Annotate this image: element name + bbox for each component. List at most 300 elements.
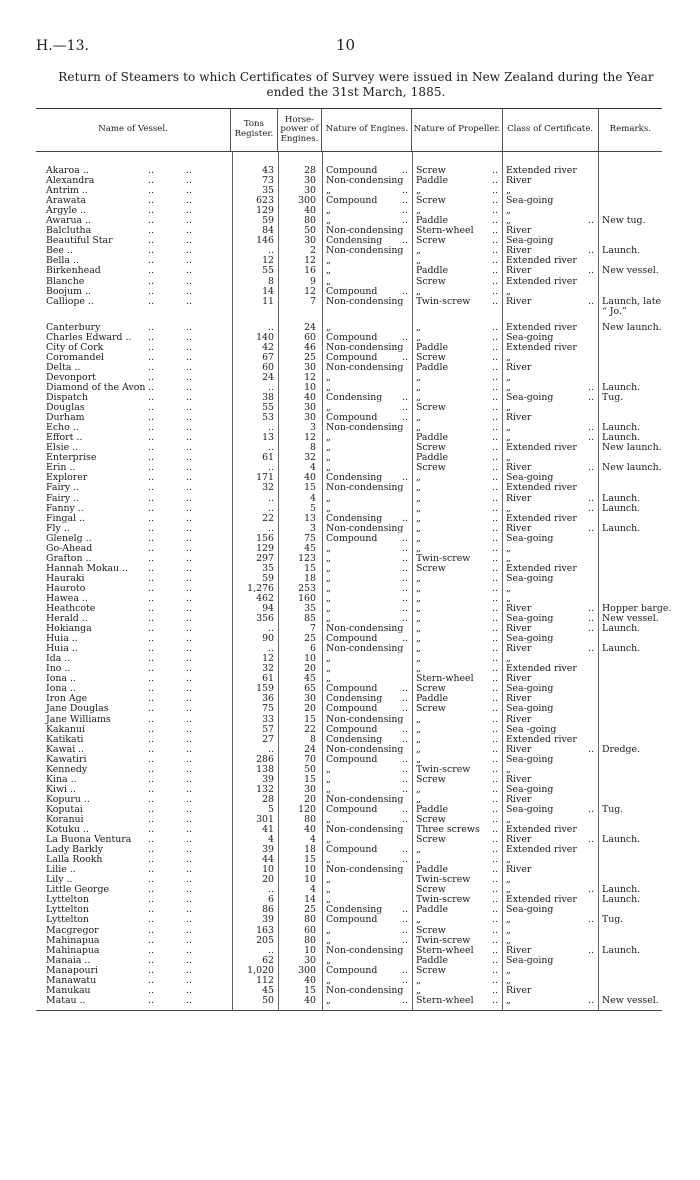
propeller-nature-value: „	[416, 331, 421, 343]
propeller-nature-value: Screw	[416, 703, 446, 715]
leader-dots: ..	[148, 653, 154, 665]
remarks-cell	[598, 644, 662, 654]
leader-dots: ..	[148, 225, 154, 237]
tons-register-value: 90	[262, 633, 274, 645]
engine-nature-cell	[322, 966, 412, 976]
certificate-class-value: River	[506, 793, 532, 805]
propeller-nature-value: „	[416, 613, 421, 625]
engine-nature-value: „	[326, 994, 331, 1006]
leader-dots: ..	[492, 643, 498, 655]
engine-nature-value: „	[326, 502, 331, 514]
leader-dots: ..	[186, 235, 192, 247]
certificate-class-value: Sea-going	[506, 235, 554, 247]
remarks-cell	[598, 976, 662, 986]
engine-nature-value: Non-condensing	[326, 944, 404, 956]
vessel-name: Boojum ..	[46, 285, 91, 297]
engine-nature-value: „	[326, 215, 331, 227]
propeller-nature-value: Screw	[416, 275, 446, 287]
horsepower-value: 28	[304, 165, 316, 176]
vessel-name: Mahinapua	[46, 934, 100, 946]
tons-register-value: 35	[262, 185, 274, 197]
leader-dots: ..	[492, 673, 498, 685]
certificate-class-value: „	[506, 502, 511, 514]
tons-register-value: ..	[268, 422, 274, 434]
horsepower-value: 20	[304, 663, 316, 675]
vessel-name: Argyle ..	[46, 205, 87, 217]
leader-dots: ..	[492, 492, 498, 504]
horsepower-value: 16	[304, 265, 316, 277]
propeller-nature-cell	[412, 735, 502, 745]
vessel-name: Matau ..	[46, 994, 86, 1006]
leader-dots: ..	[402, 572, 408, 584]
engine-nature-cell	[322, 196, 412, 206]
horsepower-value: 4	[310, 492, 316, 504]
leader-dots: ..	[402, 803, 408, 815]
engine-nature-value: Compound	[326, 753, 378, 765]
leader-dots: ..	[148, 874, 154, 886]
leader-dots: ..	[186, 803, 192, 815]
table-row	[36, 765, 662, 775]
leader-dots: ..	[492, 522, 498, 534]
engine-nature-value: „	[326, 874, 331, 886]
vessel-name-cell	[36, 297, 232, 307]
leader-dots: ..	[148, 924, 154, 936]
remarks-value: New vessel.	[602, 613, 659, 625]
tons-register-value: ..	[268, 321, 274, 333]
remarks-value: Launch.	[602, 492, 641, 504]
certificate-class-cell	[502, 494, 598, 504]
certificate-class-value: „	[506, 874, 511, 886]
leader-dots: ..	[492, 275, 498, 287]
leader-dots: ..	[148, 572, 154, 584]
vessel-name: Lilie ..	[46, 864, 76, 876]
engine-nature-value: „	[326, 834, 331, 846]
propeller-nature-value: Screw	[416, 165, 446, 176]
leader-dots: ..	[186, 673, 192, 685]
leader-dots: ..	[492, 884, 498, 896]
remarks-cell	[598, 745, 662, 755]
leader-dots: ..	[148, 914, 154, 926]
engine-nature-value: „	[326, 542, 331, 554]
vessel-name: Blanche	[46, 275, 85, 287]
propeller-nature-value: Screw	[416, 562, 446, 574]
leader-dots: ..	[402, 392, 408, 404]
propeller-nature-value: Screw	[416, 964, 446, 976]
remarks-value: Tug.	[602, 392, 624, 404]
leader-dots: ..	[588, 432, 594, 444]
table-row	[36, 755, 662, 765]
leader-dots: ..	[492, 713, 498, 725]
leader-dots: ..	[402, 773, 408, 785]
horsepower-value: 65	[304, 683, 316, 695]
table-row	[36, 206, 662, 216]
leader-dots: ..	[186, 361, 192, 373]
leader-dots: ..	[492, 185, 498, 197]
leader-dots: ..	[492, 954, 498, 966]
vessel-name: Erin ..	[46, 462, 76, 474]
propeller-nature-value: Paddle	[416, 954, 449, 966]
leader-dots: ..	[492, 844, 498, 856]
leader-dots: ..	[492, 572, 498, 584]
leader-dots: ..	[148, 663, 154, 675]
propeller-nature-cell	[412, 236, 502, 246]
leader-dots: ..	[186, 175, 192, 187]
certificate-class-value: River	[506, 984, 532, 996]
leader-dots: ..	[148, 361, 154, 373]
propeller-nature-value: Paddle	[416, 432, 449, 444]
engine-nature-value: Compound	[326, 683, 378, 695]
propeller-nature-value: „	[416, 532, 421, 544]
engine-nature-value: „	[326, 974, 331, 986]
vessel-name: Huia ..	[46, 643, 78, 655]
propeller-nature-value: Paddle	[416, 265, 449, 277]
leader-dots: ..	[148, 854, 154, 866]
leader-dots: ..	[148, 285, 154, 297]
leader-dots: ..	[402, 285, 408, 297]
vessel-name: Mahinapua	[46, 944, 100, 956]
vessel-name: Kopuru ..	[46, 793, 90, 805]
leader-dots: ..	[402, 683, 408, 695]
engine-nature-value: Non-condensing	[326, 245, 404, 257]
engine-nature-value: „	[326, 954, 331, 966]
certificate-class-cell	[502, 413, 598, 423]
leader-dots: ..	[148, 623, 154, 635]
certificate-class-value: River	[506, 603, 532, 615]
engine-nature-value: Compound	[326, 964, 378, 976]
remarks-value: New launch.	[602, 321, 662, 333]
leader-dots: ..	[492, 613, 498, 625]
leader-dots: ..	[492, 381, 498, 393]
header-engines: Nature of Engines.	[321, 109, 411, 151]
engine-nature-value: Compound	[326, 532, 378, 544]
engine-nature-value: „	[326, 321, 331, 333]
certificate-class-value: Sea-going	[506, 532, 554, 544]
tons-register-value: 32	[262, 482, 274, 494]
horsepower-value: 25	[304, 351, 316, 363]
remarks-cell	[598, 323, 662, 333]
propeller-nature-value: „	[416, 974, 421, 986]
leader-dots: ..	[492, 773, 498, 785]
horsepower-value: 60	[304, 924, 316, 936]
vessel-name-cell	[36, 307, 232, 317]
engine-nature-value: „	[326, 371, 331, 383]
propeller-nature-cell	[412, 725, 502, 735]
certificate-class-value: „	[506, 185, 511, 197]
horsepower-value: 35	[304, 603, 316, 615]
leader-dots: ..	[402, 205, 408, 217]
engine-nature-value: Compound	[326, 803, 378, 815]
propeller-nature-value: Screw	[416, 814, 446, 825]
leader-dots: ..	[402, 753, 408, 765]
leader-dots: ..	[402, 331, 408, 343]
certificate-class-value: „	[506, 215, 511, 227]
leader-dots: ..	[148, 265, 154, 277]
certificate-class-value: Sea-going	[506, 331, 554, 343]
tons-register-value: ..	[268, 643, 274, 655]
propeller-nature-cell	[412, 534, 502, 544]
remarks-cell	[598, 815, 662, 825]
table-row	[36, 865, 662, 875]
engine-nature-cell	[322, 564, 412, 574]
horsepower-value: 15	[304, 713, 316, 725]
leader-dots: ..	[186, 934, 192, 946]
propeller-nature-cell	[412, 277, 502, 287]
leader-dots: ..	[148, 552, 154, 564]
leader-dots: ..	[402, 542, 408, 554]
horsepower-cell	[278, 996, 322, 1006]
tons-register-value: 61	[262, 452, 274, 464]
tons-register-value: 42	[262, 341, 274, 353]
propeller-nature-value: „	[416, 255, 421, 267]
leader-dots: ..	[186, 824, 192, 836]
leader-dots: ..	[148, 482, 154, 494]
tons-register-value: 462	[256, 592, 274, 604]
leader-dots: ..	[186, 733, 192, 745]
leader-dots: ..	[492, 512, 498, 524]
vessel-name: Ida ..	[46, 653, 71, 665]
certificate-class-cell	[502, 905, 598, 915]
remarks-cell	[598, 674, 662, 684]
engine-nature-cell	[322, 363, 412, 373]
leader-dots: ..	[492, 834, 498, 846]
horsepower-value: 45	[304, 542, 316, 554]
propeller-nature-value: „	[416, 412, 421, 424]
tons-register-value: 84	[262, 225, 274, 237]
remarks-cell	[598, 855, 662, 865]
certificate-class-value: Sea-going	[506, 954, 554, 966]
engine-nature-cell	[322, 604, 412, 614]
leader-dots: ..	[186, 295, 192, 307]
remarks-cell	[598, 504, 662, 514]
horsepower-value: 40	[304, 392, 316, 404]
leader-dots: ..	[186, 793, 192, 805]
engine-nature-cell	[322, 574, 412, 584]
remarks-cell	[598, 534, 662, 544]
tons-register-value: 623	[256, 195, 274, 207]
propeller-nature-value: „	[416, 582, 421, 594]
leader-dots: ..	[402, 603, 408, 615]
leader-dots: ..	[492, 472, 498, 484]
leader-dots: ..	[588, 245, 594, 257]
propeller-nature-value: „	[416, 285, 421, 297]
leader-dots: ..	[148, 582, 154, 594]
leader-dots: ..	[148, 165, 154, 176]
vessel-name: Effort ..	[46, 432, 83, 444]
remarks-cell	[598, 246, 662, 256]
horsepower-value: 40	[304, 974, 316, 986]
vessel-name: Ino ..	[46, 663, 71, 675]
leader-dots: ..	[588, 502, 594, 514]
tons-register-value: 22	[262, 512, 274, 524]
certificate-class-value: Sea-going	[506, 572, 554, 584]
leader-dots: ..	[148, 542, 154, 554]
engine-nature-cell	[322, 865, 412, 875]
propeller-nature-value: „	[416, 422, 421, 434]
tons-register-value: ..	[268, 381, 274, 393]
propeller-nature-cell	[412, 976, 502, 986]
tons-register-value: 1,020	[247, 964, 274, 976]
leader-dots: ..	[492, 371, 498, 383]
horsepower-value: 8	[310, 442, 316, 454]
engine-nature-cell	[322, 986, 412, 996]
vessel-name: Fly ..	[46, 522, 70, 534]
tons-register-value: ..	[268, 623, 274, 635]
leader-dots: ..	[492, 934, 498, 946]
leader-dots: ..	[492, 592, 498, 604]
engine-nature-cell	[322, 534, 412, 544]
vessel-name: Iron Age	[46, 693, 88, 705]
leader-dots: ..	[402, 904, 408, 916]
remarks-cell	[598, 463, 662, 473]
horsepower-value: 10	[304, 874, 316, 886]
leader-dots: ..	[148, 532, 154, 544]
leader-dots: ..	[492, 894, 498, 906]
engine-nature-value: Non-condensing	[326, 984, 404, 996]
certificate-class-value: „	[506, 924, 511, 936]
propeller-nature-value: Screw	[416, 235, 446, 247]
leader-dots: ..	[492, 763, 498, 775]
leader-dots: ..	[186, 255, 192, 267]
leader-dots: ..	[402, 215, 408, 227]
certificate-class-value: River	[506, 522, 532, 534]
tons-register-value: 12	[262, 653, 274, 665]
leader-dots: ..	[492, 733, 498, 745]
remarks-cell	[598, 926, 662, 936]
remarks-value: Launch.	[602, 623, 641, 635]
propeller-nature-value: „	[416, 381, 421, 393]
horsepower-value: 50	[304, 225, 316, 237]
vessel-name: Huia ..	[46, 633, 78, 645]
leader-dots: ..	[148, 452, 154, 464]
propeller-nature-cell	[412, 297, 502, 307]
leader-dots: ..	[186, 265, 192, 277]
certificate-class-value: Extended river	[506, 442, 577, 454]
propeller-nature-cell	[412, 835, 502, 845]
horsepower-value: 12	[304, 255, 316, 267]
vessel-name: Alexandra	[46, 175, 95, 187]
table-row	[36, 443, 662, 453]
engine-nature-cell	[322, 453, 412, 463]
leader-dots: ..	[148, 402, 154, 414]
engine-nature-value: „	[326, 442, 331, 454]
tons-register-value: 59	[262, 572, 274, 584]
propeller-nature-cell	[412, 564, 502, 574]
propeller-nature-value: Twin-screw	[416, 552, 471, 564]
leader-dots: ..	[186, 572, 192, 584]
engine-nature-cell	[322, 825, 412, 835]
remarks-cell	[598, 443, 662, 453]
leader-dots: ..	[186, 984, 192, 996]
header-horsepower: Horse-power of Engines.	[277, 109, 322, 151]
tons-register-cell	[232, 307, 278, 317]
propeller-nature-value: „	[416, 542, 421, 554]
propeller-nature-value: „	[416, 392, 421, 404]
leader-dots: ..	[402, 351, 408, 363]
certificate-class-value: Sea-going	[506, 904, 554, 916]
leader-dots: ..	[492, 783, 498, 795]
leader-dots: ..	[186, 225, 192, 237]
leader-dots: ..	[186, 472, 192, 484]
leader-dots: ..	[186, 914, 192, 926]
tons-register-value: 36	[262, 693, 274, 705]
propeller-nature-cell	[412, 196, 502, 206]
table-row	[36, 926, 662, 936]
leader-dots: ..	[492, 392, 498, 404]
engine-nature-value: Non-condensing	[326, 713, 404, 725]
certificate-class-cell	[502, 393, 598, 403]
leader-dots: ..	[402, 703, 408, 715]
certificate-class-value: Sea-going	[506, 392, 554, 404]
remarks-cell	[598, 216, 662, 226]
remarks-cell	[598, 176, 662, 186]
horsepower-value: 14	[304, 894, 316, 906]
vessel-name: Calliope ..	[46, 295, 94, 307]
table-row	[36, 996, 662, 1006]
leader-dots: ..	[402, 402, 408, 414]
vessel-name: Diamond of the Avon	[46, 381, 146, 393]
certificate-class-cell	[502, 206, 598, 216]
certificate-class-value: Extended river	[506, 482, 577, 494]
engine-nature-cell	[322, 775, 412, 785]
engine-nature-cell	[322, 915, 412, 925]
horsepower-cell	[278, 297, 322, 307]
horsepower-value: 30	[304, 185, 316, 197]
certificate-class-value: Extended river	[506, 663, 577, 675]
propeller-nature-value: „	[416, 522, 421, 534]
leader-dots: ..	[186, 904, 192, 916]
leader-dots: ..	[588, 884, 594, 896]
leader-dots: ..	[186, 743, 192, 755]
remarks-value: Launch.	[602, 381, 641, 393]
engine-nature-value: „	[326, 462, 331, 474]
leader-dots: ..	[186, 763, 192, 775]
propeller-nature-cell	[412, 584, 502, 594]
remarks-value: New launch.	[602, 462, 662, 474]
leader-dots: ..	[492, 245, 498, 257]
vessel-name: Birkenhead	[46, 265, 101, 277]
table-row	[36, 544, 662, 554]
propeller-nature-cell	[412, 323, 502, 333]
leader-dots: ..	[402, 974, 408, 986]
horsepower-cell	[278, 307, 322, 317]
certificate-class-value: Sea -going	[506, 723, 557, 735]
leader-dots: ..	[186, 623, 192, 635]
leader-dots: ..	[148, 964, 154, 976]
certificate-class-value: „	[506, 402, 511, 414]
tons-register-value: 41	[262, 824, 274, 836]
leader-dots: ..	[402, 844, 408, 856]
table-row	[36, 494, 662, 504]
horsepower-value: 75	[304, 532, 316, 544]
remarks-value: Launch.	[602, 432, 641, 444]
engine-nature-value: Compound	[326, 165, 378, 176]
leader-dots: ..	[402, 994, 408, 1006]
engine-nature-value: Non-condensing	[326, 793, 404, 805]
propeller-nature-cell	[412, 785, 502, 795]
horsepower-value: 3	[310, 522, 316, 534]
leader-dots: ..	[588, 643, 594, 655]
leader-dots: ..	[148, 763, 154, 775]
engine-nature-cell	[322, 765, 412, 775]
horsepower-value: 46	[304, 341, 316, 353]
tons-register-value: 94	[262, 603, 274, 615]
propeller-nature-cell	[412, 463, 502, 473]
leader-dots: ..	[148, 844, 154, 856]
vessel-name: Kina ..	[46, 773, 77, 785]
table-row	[36, 594, 662, 604]
leader-dots: ..	[186, 633, 192, 645]
engine-nature-value: „	[326, 572, 331, 584]
